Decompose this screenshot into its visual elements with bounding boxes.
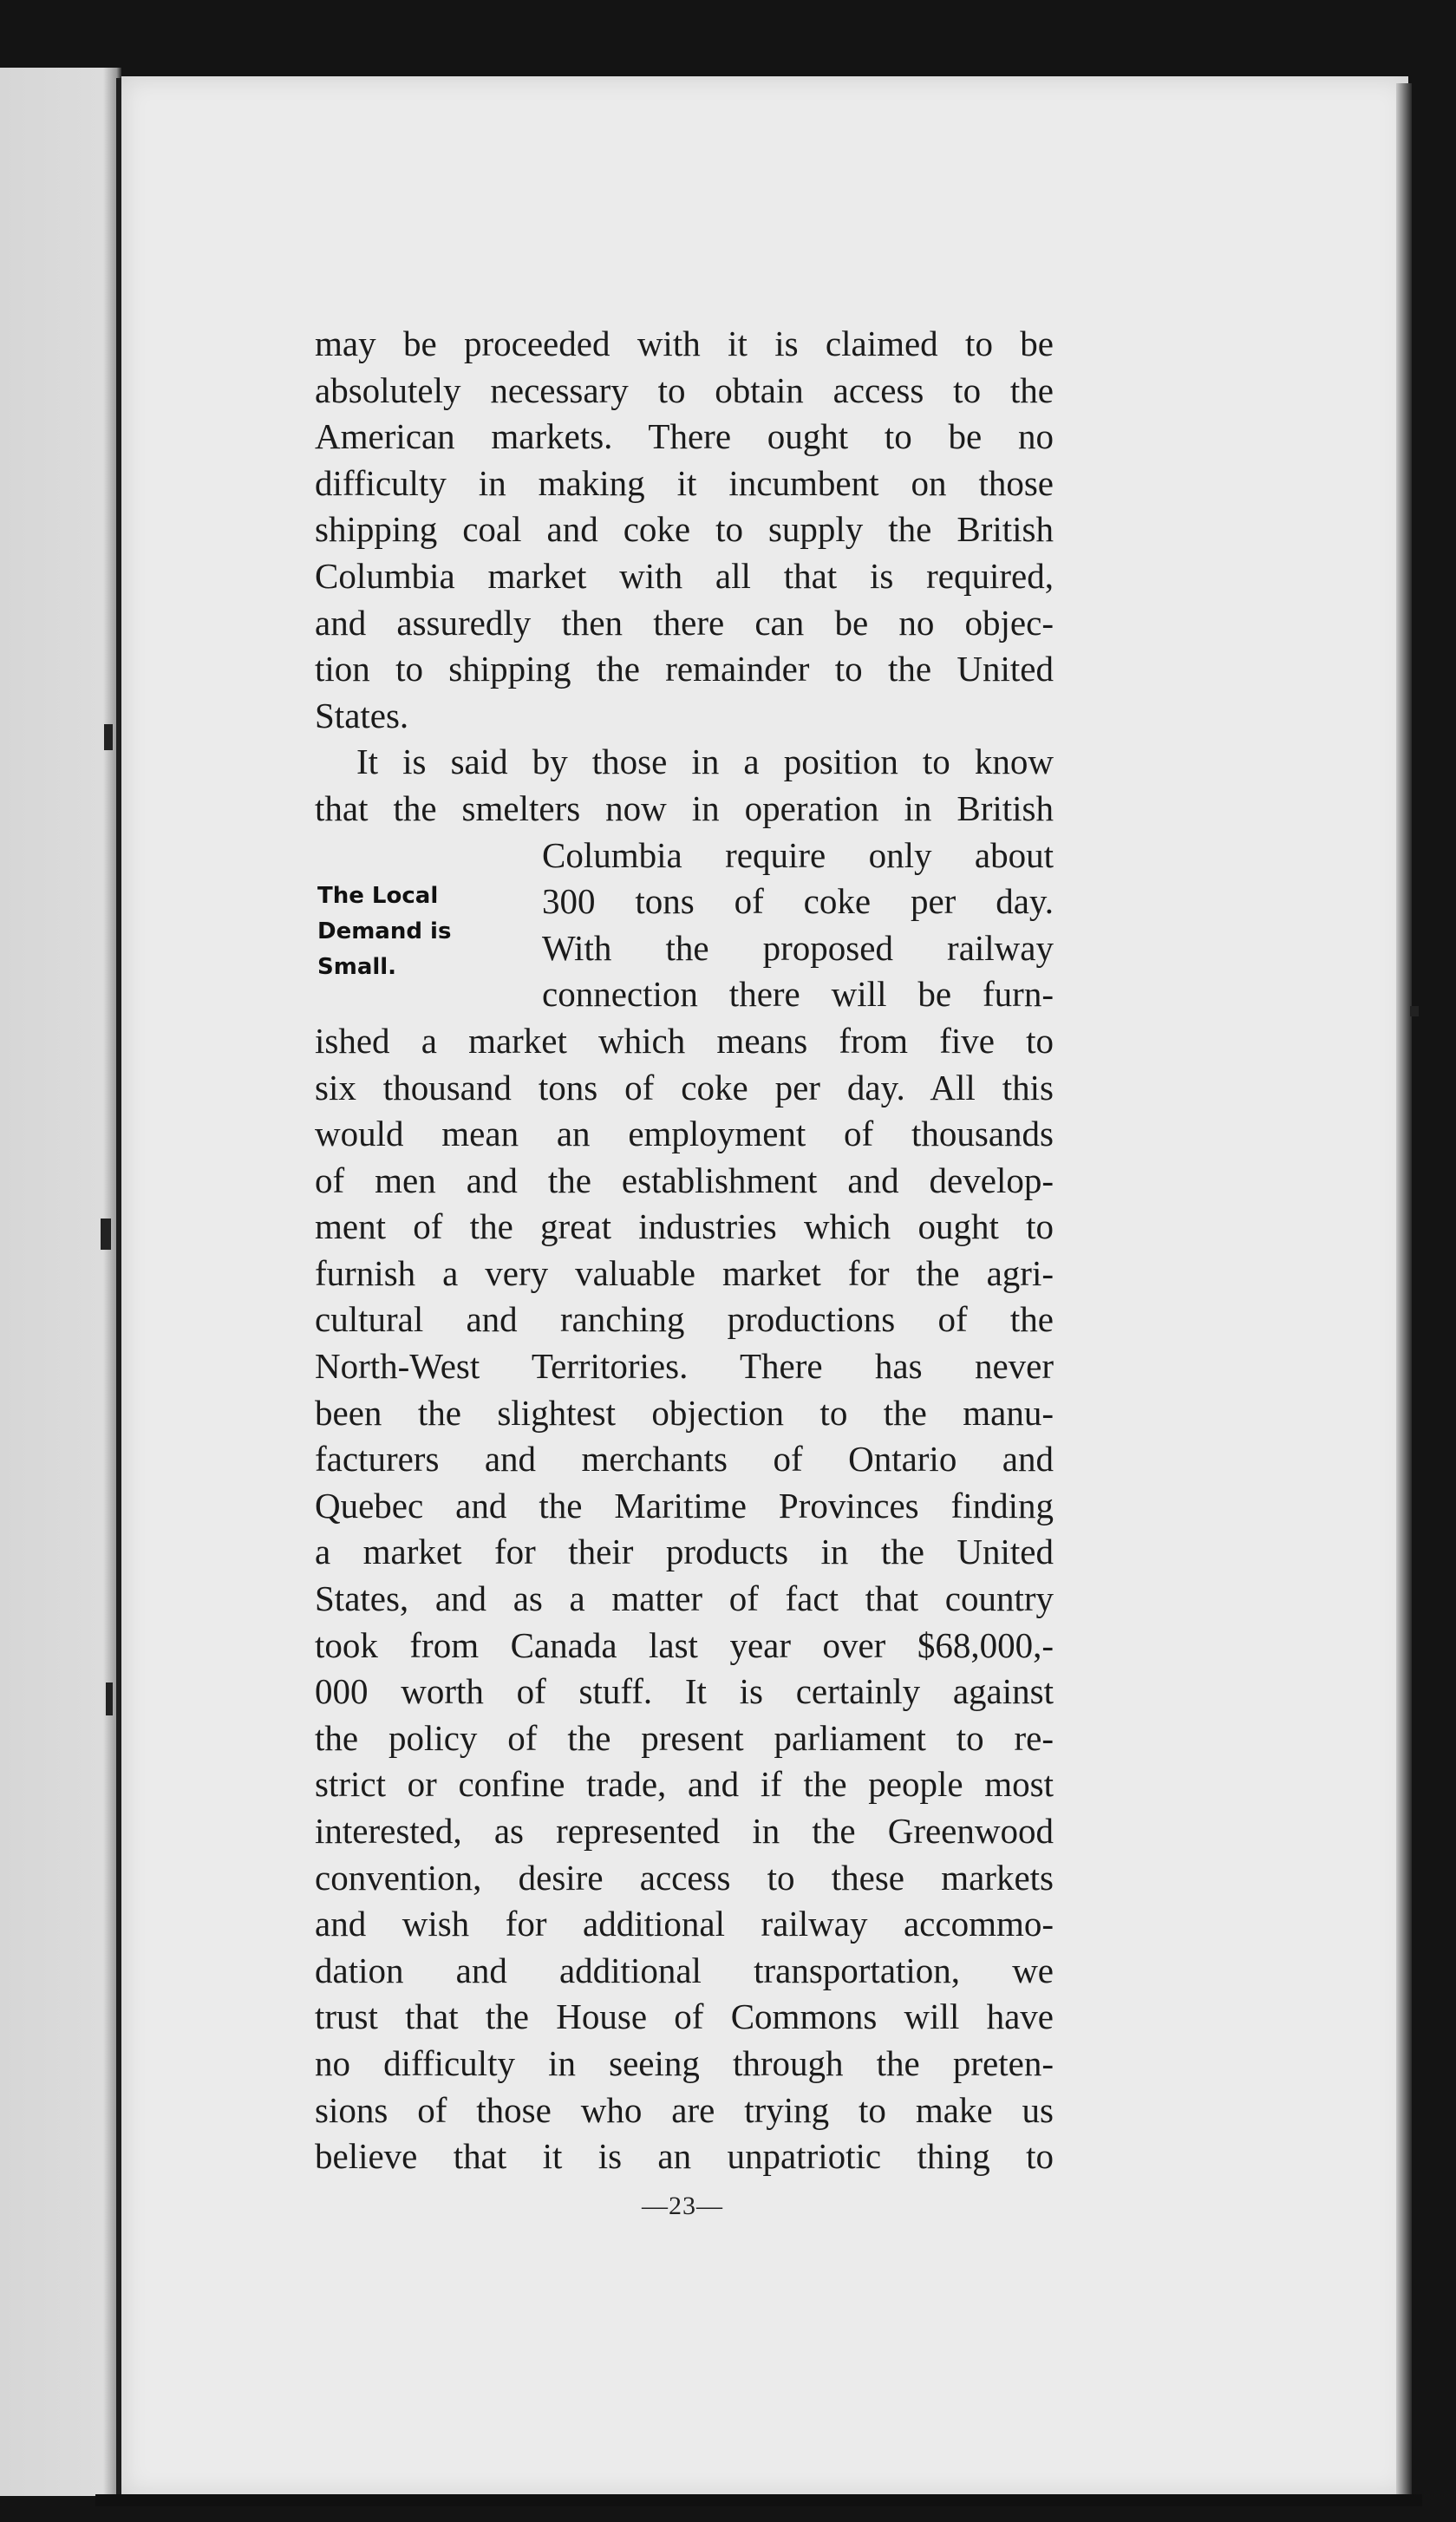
text-line: six thousand tons of coke per day. All this: [315, 1067, 1054, 1107]
text-line: believe that it is an unpatriotic thing to: [315, 2136, 1054, 2177]
margin-note: [317, 879, 451, 985]
text-line: Columbia market with all that is required,: [315, 555, 1054, 596]
text-line: would mean an employment of thousands: [315, 1114, 1054, 1154]
text-line: shipping coal and coke to supply the British: [315, 509, 1054, 550]
text-line: and wish for additional railway accommo-: [315, 1904, 1054, 1944]
page-number: —23—: [642, 2192, 723, 2220]
text-line: States, and as a matter of fact that country: [315, 1578, 1054, 1619]
text-line: ment of the great industries which ought to: [315, 1206, 1054, 1247]
text-line: convention, desire access to these markets: [315, 1857, 1054, 1898]
text-line: absolutely necessary to obtain access to the: [315, 369, 1054, 410]
binding-mark: [106, 1682, 113, 1715]
text-line: the policy of the present parliament to re-: [315, 1717, 1054, 1758]
text-line: American markets. There ought to be no: [315, 416, 1054, 457]
text-line: tion to shipping the remainder to the United: [315, 649, 1054, 689]
margin-note-line: Demand is: [317, 918, 452, 944]
binding-mark: [104, 724, 113, 750]
text-line: connection there will be furn-: [542, 974, 1054, 1015]
text-line: North-West Territories. There has never: [315, 1346, 1054, 1387]
text-line: sions of those who are trying to make us: [315, 2089, 1054, 2130]
text-line: It is said by those in a position to know: [356, 742, 1054, 782]
text-line: trust that the House of Commons will have: [315, 1996, 1054, 2037]
text-line: 300 tons of coke per day.: [542, 881, 1054, 922]
text-line: no difficulty in seeing through the preten-: [315, 2042, 1054, 2083]
text-line: interested, as represented in the Greenwood: [315, 1811, 1054, 1851]
text-line: that the smelters now in operation in British: [315, 787, 1054, 828]
text-line: ished a market which means from five to: [315, 1020, 1054, 1061]
page-edge-shadow: [1396, 83, 1412, 2494]
left-page-edge: [0, 68, 121, 2496]
text-line: been the slightest objection to the manu-: [315, 1392, 1054, 1433]
text-line: of men and the establishment and develop-: [315, 1160, 1054, 1200]
page-bottom-edge: [95, 2494, 1422, 2506]
text-line: cultural and ranching productions of the: [315, 1299, 1054, 1340]
binding-mark: [1410, 1006, 1419, 1016]
text-line: strict or confine trade, and if the people most: [315, 1764, 1054, 1805]
text-line: With the proposed railway: [542, 927, 1054, 968]
text-line: difficulty in making it incumbent on those: [315, 462, 1054, 503]
text-line: a market for their products in the United: [315, 1532, 1054, 1572]
text-line: Columbia require only about: [542, 834, 1054, 875]
margin-note-line: The Local: [317, 883, 439, 909]
text-line: Quebec and the Maritime Provinces finding: [315, 1485, 1054, 1526]
text-line: dation and additional transportation, we: [315, 1950, 1054, 1990]
binding-mark: [101, 1219, 111, 1250]
text-line: States.: [315, 695, 409, 735]
text-line: furnish a very valuable market for the agri-: [315, 1252, 1054, 1293]
text-line: facturers and merchants of Ontario and: [315, 1439, 1054, 1480]
text-line: and assuredly then there can be no objec-: [315, 602, 1054, 643]
body-text: [315, 321, 1054, 2180]
margin-note-line: Small.: [317, 954, 397, 980]
text-line: took from Canada last year over $68,000,-: [315, 1624, 1054, 1665]
text-line: may be proceeded with it is claimed to be: [315, 323, 1054, 363]
text-line: 000 worth of stuff. It is certainly against: [315, 1671, 1054, 1712]
